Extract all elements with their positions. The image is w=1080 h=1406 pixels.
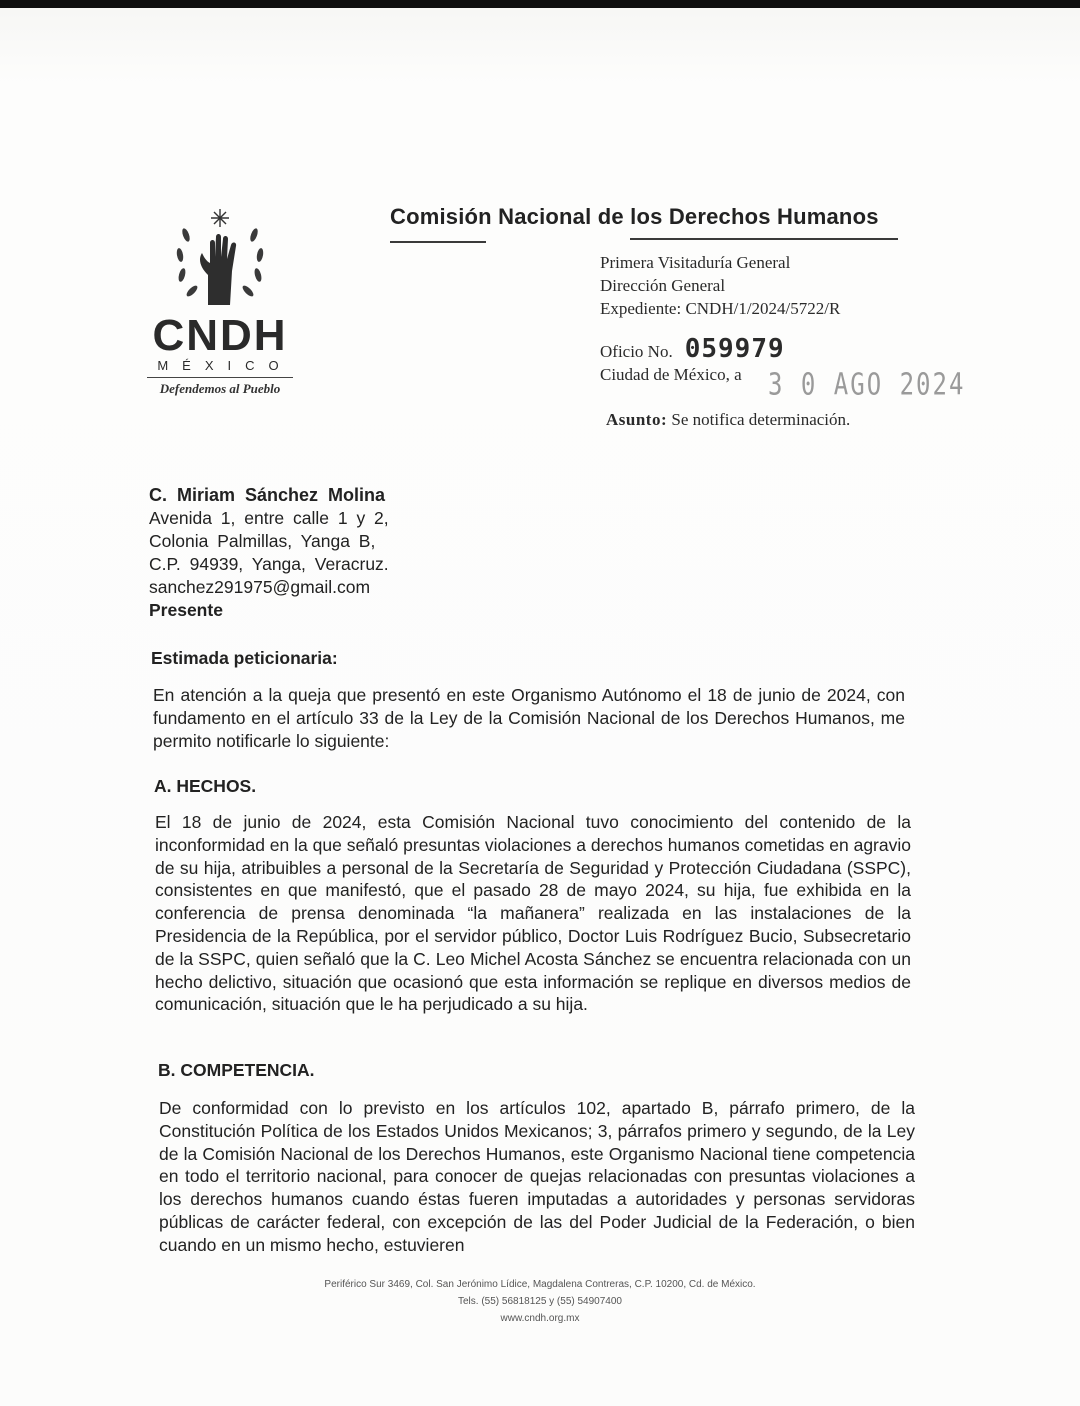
page-footer xyxy=(0,1276,1080,1327)
date-stamp: 3 0 AGO 2024 xyxy=(768,367,966,402)
raised-hand-emblem-icon xyxy=(160,205,280,310)
organization-title: Comisión Nacional de los Derechos Humanos xyxy=(390,204,879,229)
subject-text: Se notifica determinación. xyxy=(671,410,851,429)
oficio-line xyxy=(600,334,785,364)
logo-wordmark: CNDH xyxy=(152,311,288,360)
footer-website: www.cndh.org.mx xyxy=(500,1313,580,1324)
subject-label: Asunto: xyxy=(606,410,668,429)
oficio-number: 059979 xyxy=(684,334,785,364)
salutation: Estimada peticionaria: xyxy=(151,648,338,668)
city-date-line: Ciudad de México, a xyxy=(600,365,742,384)
scan-edge xyxy=(0,0,1080,8)
footer-phones: Tels. (55) 56818125 y (55) 54907400 xyxy=(457,1296,622,1307)
title-underline-left xyxy=(390,241,486,243)
recipient-block xyxy=(149,484,389,622)
intro-paragraph: En atención a la queja que presentó en este Organismo Autónomo el 18 de junio de 2024, con fundamento en el artículo 33 de la Ley de la Comisión Nacional de los Derechos Humanos, me permito notificarle lo siguiente: xyxy=(153,685,905,751)
footer-address: Periférico Sur 3469, Col. San Jerónimo Lídice, Magdalena Contreras, C.P. 10200, Cd. de México. xyxy=(324,1279,756,1290)
recipient-address-3: C.P. 94939, Yanga, Veracruz. xyxy=(149,554,389,574)
section-competencia-body: De conformidad con lo previsto en los artículos 102, apartado B, párrafo primero, de la Constitución Política de los Estados Unidos Mexicanos; 3, párrafos primero y segundo, de la Ley de la Comisión Nacional de los Derechos Humanos, este Organismo Nacional tiene competencia en todo el territorio nacional, para conocer de quejas relacionadas con presuntas violaciones a los derechos humanos cuando éstas fueren imputadas a autoridades y personas servidoras públicas de carácter federal, con excepción de las del Poder Judicial de la Federación, o bien cuando en un mismo hecho, estuvieren xyxy=(159,1098,915,1255)
subject-line xyxy=(606,410,850,430)
oficio-label: Oficio No. xyxy=(600,342,673,361)
logo-divider xyxy=(147,377,293,378)
title-underline-right xyxy=(630,238,898,240)
meta-block xyxy=(600,251,840,320)
department-line: Primera Visitaduría General xyxy=(600,253,791,272)
cndh-logo xyxy=(140,205,300,397)
recipient-email: sanchez291975@gmail.com xyxy=(149,577,371,597)
section-competencia-title: B. COMPETENCIA. xyxy=(158,1060,315,1080)
logo-motto: Defendemos al Pueblo xyxy=(159,381,281,396)
recipient-address-2: Colonia Palmillas, Yanga B, xyxy=(149,531,376,551)
expediente-line: Expediente: CNDH/1/2024/5722/R xyxy=(600,299,841,318)
office-line: Dirección General xyxy=(600,276,726,295)
oficio-block xyxy=(600,334,785,364)
recipient-name: C. Miriam Sánchez Molina xyxy=(149,485,386,505)
logo-country: MÉXICO xyxy=(157,358,293,373)
section-hechos-body: El 18 de junio de 2024, esta Comisión Nacional tuvo conocimiento del contenido de la inconformidad en la que señaló presuntas violaciones a derechos humanos cometidas en agravio de su hija, atribuibles a personal de la Secretaría de Seguridad y Protección Ciudadana (SSPC), consistentes en que manifestó, que el pasado 28 de mayo 2024, su hija, fue exhibida en la conferencia de prensa denominada “la mañanera” realizada en las instalaciones de la Presidencia de la República, por el servidor público, Doctor Luis Rodríguez Bucio, Subsecretario de la SSPC, quien señaló que la C. Leo Michel Acosta Sánchez se encuentra relacionada con un hecho delictivo, situación que ocasionó que esta información se replique en diversos medios de comunicación, situación que le ha perjudicado a su hija. xyxy=(155,812,911,1015)
recipient-address-1: Avenida 1, entre calle 1 y 2, xyxy=(149,508,389,528)
presente-label: Presente xyxy=(149,600,223,620)
section-hechos-title: A. HECHOS. xyxy=(154,776,257,796)
